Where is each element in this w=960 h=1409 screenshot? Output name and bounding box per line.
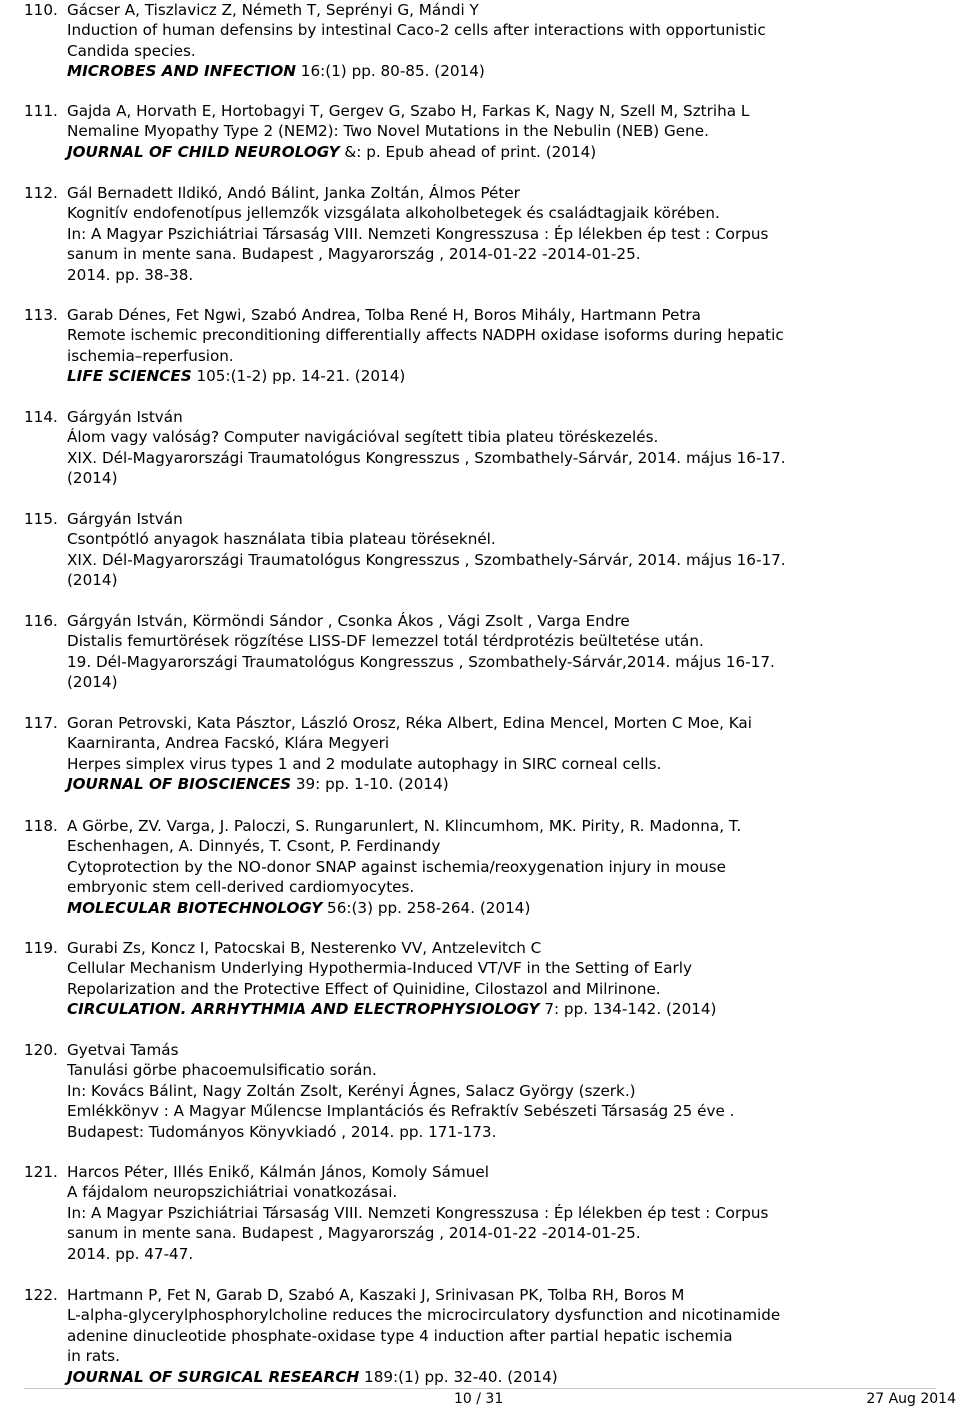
entry-body bbox=[67, 509, 944, 591]
journal-line bbox=[67, 366, 944, 386]
entry-body bbox=[67, 0, 944, 82]
publication-entry bbox=[24, 407, 944, 489]
entry-line: sanum in mente sana. Budapest , Magyarország , 2014-01-22 -2014-01-25. bbox=[67, 1224, 641, 1243]
publication-entry bbox=[24, 938, 944, 1020]
entry-number: 119. bbox=[24, 939, 58, 957]
entry-line: Gárgyán István bbox=[67, 408, 183, 426]
entry-line: In: A Magyar Pszichiátriai Társaság VIII. Nemzeti Kongresszusa : Ép lélekben ép test : Corpus bbox=[67, 1203, 769, 1222]
entry-body bbox=[67, 611, 944, 693]
entry-line: 19. Dél-Magyarországi Traumatológus Kongresszus , Szombathely-Sárvár,2014. május 16-17. bbox=[67, 652, 775, 671]
entry-line: Cytoprotection by the NO-donor SNAP against ischemia/reoxygenation injury in mouse bbox=[67, 857, 726, 876]
entry-line: (2014) bbox=[67, 469, 118, 488]
entry-line: Gajda A, Horvath E, Hortobagyi T, Gergev G, Szabo H, Farkas K, Nagy N, Szell M, Sztriha L bbox=[67, 102, 750, 120]
entry-line: in rats. bbox=[67, 1347, 120, 1366]
entry-line: ischemia–reperfusion. bbox=[67, 346, 234, 365]
entry-line: adenine dinucleotide phosphate-oxidase type 4 induction after partial hepatic ischemia bbox=[67, 1326, 733, 1345]
entry-number: 117. bbox=[24, 714, 58, 732]
journal-citation: 56:(3) pp. 258-264. (2014) bbox=[322, 898, 531, 917]
journal-citation: 16:(1) pp. 80-85. (2014) bbox=[295, 62, 485, 81]
journal-citation: 39: pp. 1-10. (2014) bbox=[291, 775, 449, 794]
entry-line: embryonic stem cell-derived cardiomyocytes. bbox=[67, 878, 415, 897]
publication-entry bbox=[24, 101, 944, 162]
publication-entry bbox=[24, 611, 944, 693]
entry-number: 114. bbox=[24, 408, 58, 426]
entry-body bbox=[67, 1040, 944, 1142]
entry-line: In: Kovács Bálint, Nagy Zoltán Zsolt, Kerényi Ágnes, Salacz György (szerk.) bbox=[67, 1081, 636, 1100]
entry-line: L-alpha-glycerylphosphorylcholine reduces the microcirculatory dysfunction and nicotinamide bbox=[67, 1306, 781, 1325]
entry-line: Repolarization and the Protective Effect of Quinidine, Cilostazol and Milrinone. bbox=[67, 979, 661, 998]
publication-entry bbox=[24, 816, 944, 918]
publication-entry bbox=[24, 183, 944, 285]
publication-entry bbox=[24, 1040, 944, 1142]
entry-number: 120. bbox=[24, 1041, 58, 1059]
entry-line: Eschenhagen, A. Dinnyés, T. Csont, P. Ferdinandy bbox=[67, 837, 441, 856]
entry-line: XIX. Dél-Magyarországi Traumatológus Kongresszus , Szombathely-Sárvár, 2014. május 16-17. bbox=[67, 448, 786, 467]
publication-entry bbox=[24, 0, 944, 82]
entry-number: 113. bbox=[24, 306, 58, 324]
entry-line: Garab Dénes, Fet Ngwi, Szabó Andrea, Tolba René H, Boros Mihály, Hartmann Petra bbox=[67, 306, 701, 324]
journal-title: MICROBES AND INFECTION bbox=[67, 62, 296, 81]
entry-line: Csontpótló anyagok használata tibia plateau töréseknél. bbox=[67, 530, 496, 549]
journal-line bbox=[67, 61, 944, 81]
journal-line bbox=[67, 142, 944, 162]
entry-line: Gurabi Zs, Koncz I, Patocskai B, Nesterenko VV, Antzelevitch C bbox=[67, 939, 542, 957]
entry-body bbox=[67, 407, 944, 489]
publication-entry bbox=[24, 1285, 944, 1387]
journal-line bbox=[67, 1367, 944, 1387]
entry-line: Nemaline Myopathy Type 2 (NEM2): Two Novel Mutations in the Nebulin (NEB) Gene. bbox=[67, 122, 709, 141]
entry-number: 121. bbox=[24, 1163, 58, 1181]
journal-line bbox=[67, 898, 944, 918]
entry-line: Harcos Péter, Illés Enikő, Kálmán János, Komoly Sámuel bbox=[67, 1163, 489, 1181]
entry-line: A Görbe, ZV. Varga, J. Paloczi, S. Rungarunlert, N. Klincumhom, MK. Pirity, R. Madonna, T. bbox=[67, 817, 742, 835]
entry-line: Gácser A, Tiszlavicz Z, Németh T, Seprényi G, Mándi Y bbox=[67, 1, 479, 19]
entry-line: Kognitív endofenotípus jellemzők vizsgálata alkoholbetegek és családtagjaik körében. bbox=[67, 204, 720, 223]
entry-line: Cellular Mechanism Underlying Hypothermia-Induced VT/VF in the Setting of Early bbox=[67, 959, 692, 978]
journal-citation: 105:(1-2) pp. 14-21. (2014) bbox=[191, 367, 406, 386]
entry-line: (2014) bbox=[67, 673, 118, 692]
journal-citation: &: p. Epub ahead of print. (2014) bbox=[339, 142, 597, 161]
entry-number: 115. bbox=[24, 510, 58, 528]
entry-line: 2014. pp. 38-38. bbox=[67, 265, 194, 284]
entry-line: Budapest: Tudományos Könyvkiadó , 2014. pp. 171-173. bbox=[67, 1122, 497, 1141]
entry-line: Emlékkönyv : A Magyar Műlencse Implantációs és Refraktív Sebészeti Társaság 25 éve . bbox=[67, 1102, 735, 1121]
entry-number: 112. bbox=[24, 184, 58, 202]
entry-body bbox=[67, 1162, 944, 1264]
entry-line: Herpes simplex virus types 1 and 2 modulate autophagy in SIRC corneal cells. bbox=[67, 754, 662, 773]
entry-line: Hartmann P, Fet N, Garab D, Szabó A, Kaszaki J, Srinivasan PK, Tolba RH, Boros M bbox=[67, 1286, 685, 1304]
journal-title: JOURNAL OF SURGICAL RESEARCH bbox=[67, 1367, 360, 1386]
journal-title: JOURNAL OF BIOSCIENCES bbox=[67, 775, 292, 794]
entry-body bbox=[67, 938, 944, 1020]
entry-body bbox=[67, 816, 944, 918]
entry-line: A fájdalom neuropszichiátriai vonatkozásai. bbox=[67, 1183, 398, 1202]
publication-entry bbox=[24, 1162, 944, 1264]
entry-line: Gyetvai Tamás bbox=[67, 1041, 179, 1059]
entry-line: 2014. pp. 47-47. bbox=[67, 1244, 194, 1263]
entry-line: sanum in mente sana. Budapest , Magyarország , 2014-01-22 -2014-01-25. bbox=[67, 245, 641, 264]
entry-body bbox=[67, 713, 944, 795]
entry-line: Álom vagy valóság? Computer navigációval segített tibia plateu töréskezelés. bbox=[67, 428, 659, 447]
journal-line bbox=[67, 999, 944, 1019]
entry-number: 122. bbox=[24, 1286, 58, 1304]
entry-line: Candida species. bbox=[67, 41, 196, 60]
publication-entry bbox=[24, 713, 944, 795]
entry-number: 111. bbox=[24, 102, 58, 120]
entry-line: Kaarniranta, Andrea Facskó, Klára Megyeri bbox=[67, 734, 390, 753]
entry-line: Gál Bernadett Ildikó, Andó Bálint, Janka Zoltán, Álmos Péter bbox=[67, 184, 520, 202]
entry-body bbox=[67, 305, 944, 387]
entry-line: Induction of human defensins by intestinal Caco-2 cells after interactions with opportunistic bbox=[67, 21, 766, 40]
entry-line: In: A Magyar Pszichiátriai Társaság VIII. Nemzeti Kongresszusa : Ép lélekben ép test : Corpus bbox=[67, 224, 769, 243]
publication-entry bbox=[24, 509, 944, 591]
journal-citation: 7: pp. 134-142. (2014) bbox=[539, 1000, 717, 1019]
journal-title: LIFE SCIENCES bbox=[67, 367, 192, 386]
entry-line: Remote ischemic preconditioning differentially affects NADPH oxidase isoforms during hepatic bbox=[67, 326, 784, 345]
journal-citation: 189:(1) pp. 32-40. (2014) bbox=[359, 1367, 558, 1386]
entry-number: 116. bbox=[24, 612, 58, 630]
entry-body bbox=[67, 101, 944, 162]
journal-line bbox=[67, 774, 944, 794]
entry-line: (2014) bbox=[67, 571, 118, 590]
entry-line: Goran Petrovski, Kata Pásztor, László Orosz, Réka Albert, Edina Mencel, Morten C Moe, Kai bbox=[67, 714, 752, 732]
entry-number: 110. bbox=[24, 1, 58, 19]
entry-line: Tanulási görbe phacoemulsificatio során. bbox=[67, 1061, 377, 1080]
journal-title: CIRCULATION. ARRHYTHMIA AND ELECTROPHYSIOLOGY bbox=[67, 1000, 540, 1019]
entry-line: Gárgyán István bbox=[67, 510, 183, 528]
page-number: 10 / 31 bbox=[454, 1391, 504, 1407]
entry-body bbox=[67, 1285, 944, 1387]
entry-line: Distalis femurtörések rögzítése LISS-DF lemezzel totál térdprotézis beültetése után. bbox=[67, 632, 704, 651]
journal-title: MOLECULAR BIOTECHNOLOGY bbox=[67, 898, 323, 917]
entry-number: 118. bbox=[24, 817, 58, 835]
entry-line: Gárgyán István, Körmöndi Sándor , Csonka Ákos , Vági Zsolt , Varga Endre bbox=[67, 612, 630, 630]
publication-entry bbox=[24, 305, 944, 387]
journal-title: JOURNAL OF CHILD NEUROLOGY bbox=[67, 142, 340, 161]
entry-line: XIX. Dél-Magyarországi Traumatológus Kongresszus , Szombathely-Sárvár, 2014. május 16-17. bbox=[67, 550, 786, 569]
entry-body bbox=[67, 183, 944, 285]
footer-date: 27 Aug 2014 bbox=[866, 1391, 956, 1407]
